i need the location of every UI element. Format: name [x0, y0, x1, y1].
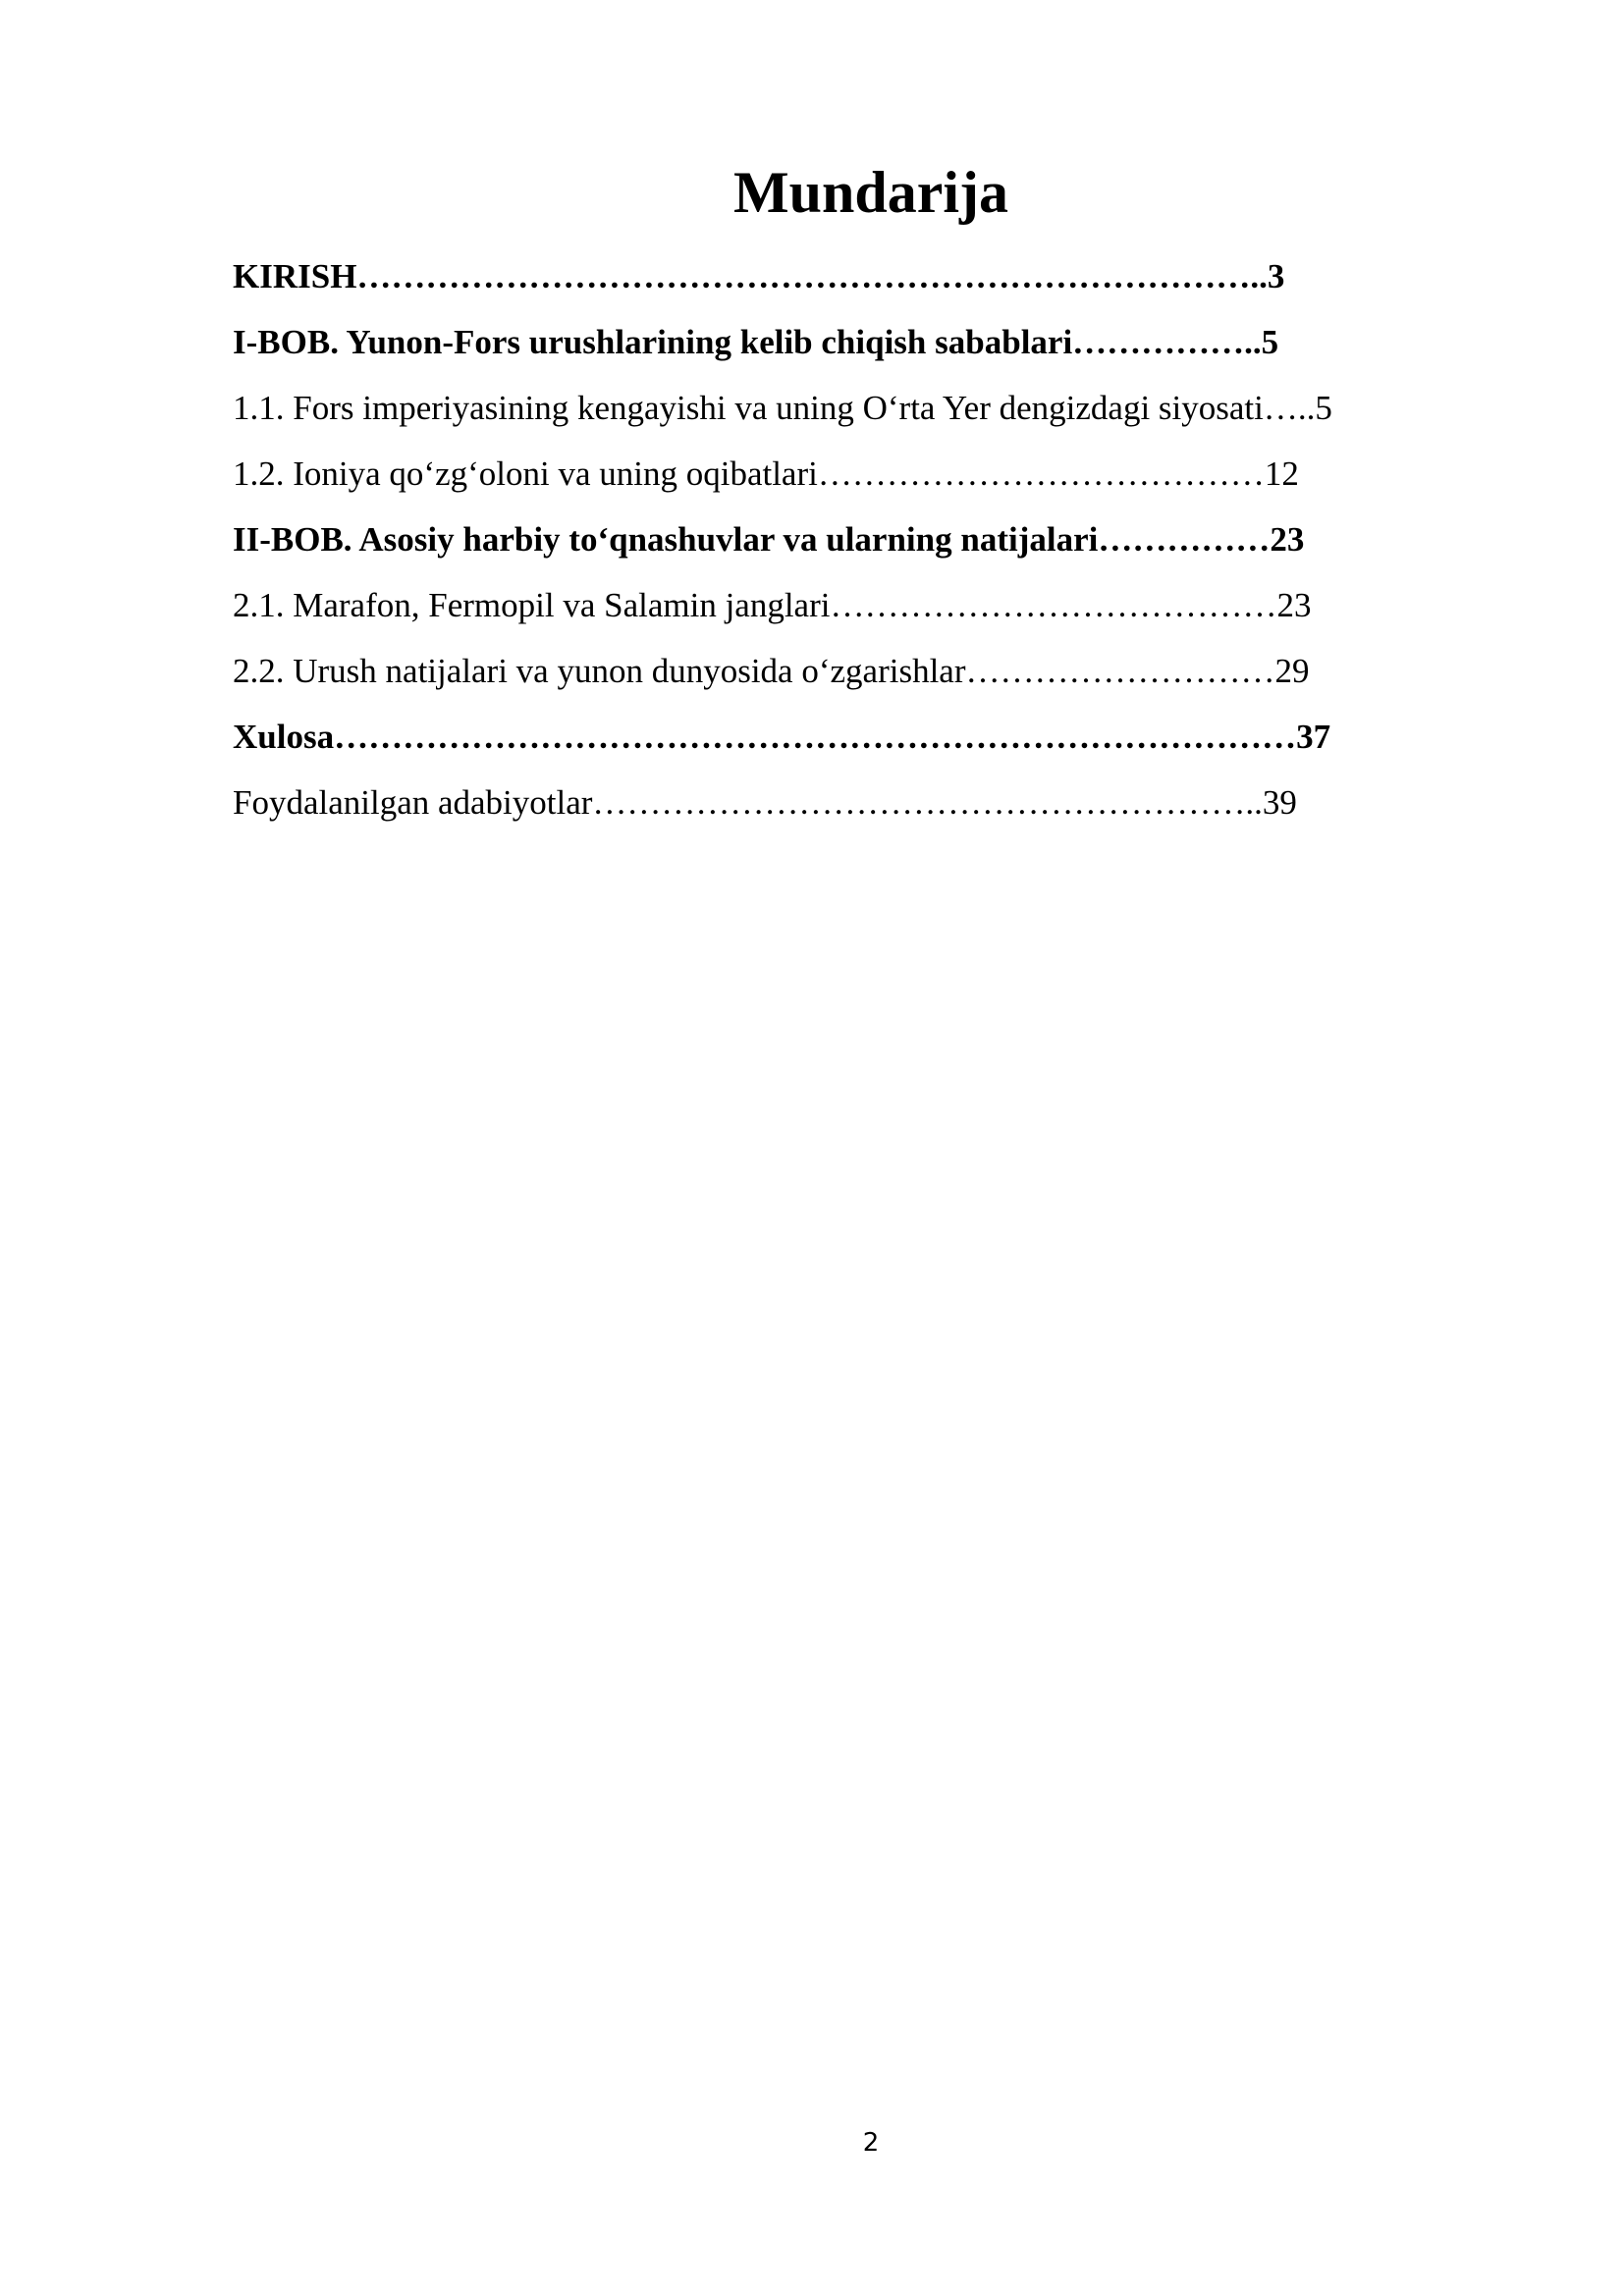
- toc-entry-chapter-2: II-BOB. Asosiy harbiy to‘qnashuvlar va ularning natijalari……………23: [233, 520, 1305, 559]
- toc-entry-section-2-1: 2.1. Marafon, Fermopil va Salamin janglari…………………………………23: [233, 586, 1312, 624]
- toc-entry-section-1-2: 1.2. Ioniya qo‘zg‘oloni va uning oqibatlari…………………………………12: [233, 454, 1299, 493]
- page-title: Mundarija: [732, 160, 1009, 225]
- toc-entry-section-1-1: 1.1. Fors imperiyasining kengayishi va uning O‘rta Yer dengizdagi siyosati…..5: [233, 389, 1332, 427]
- toc-entry-kirish: KIRISH……………………………………………………………………..3: [233, 257, 1285, 295]
- page-number: 2: [862, 2128, 880, 2158]
- toc-entry-section-2-2: 2.2. Urush natijalari va yunon dunyosida o‘zgarishlar………………………29: [233, 652, 1310, 690]
- toc-entry-chapter-1: I-BOB. Yunon-Fors urushlarining kelib chiqish sabablari……………..5: [233, 323, 1279, 361]
- toc-entry-xulosa: Xulosa…………………………………………………………………………37: [233, 718, 1331, 756]
- toc-entry-bibliography: Foydalanilgan adabiyotlar…………………………………………………..39: [233, 783, 1297, 822]
